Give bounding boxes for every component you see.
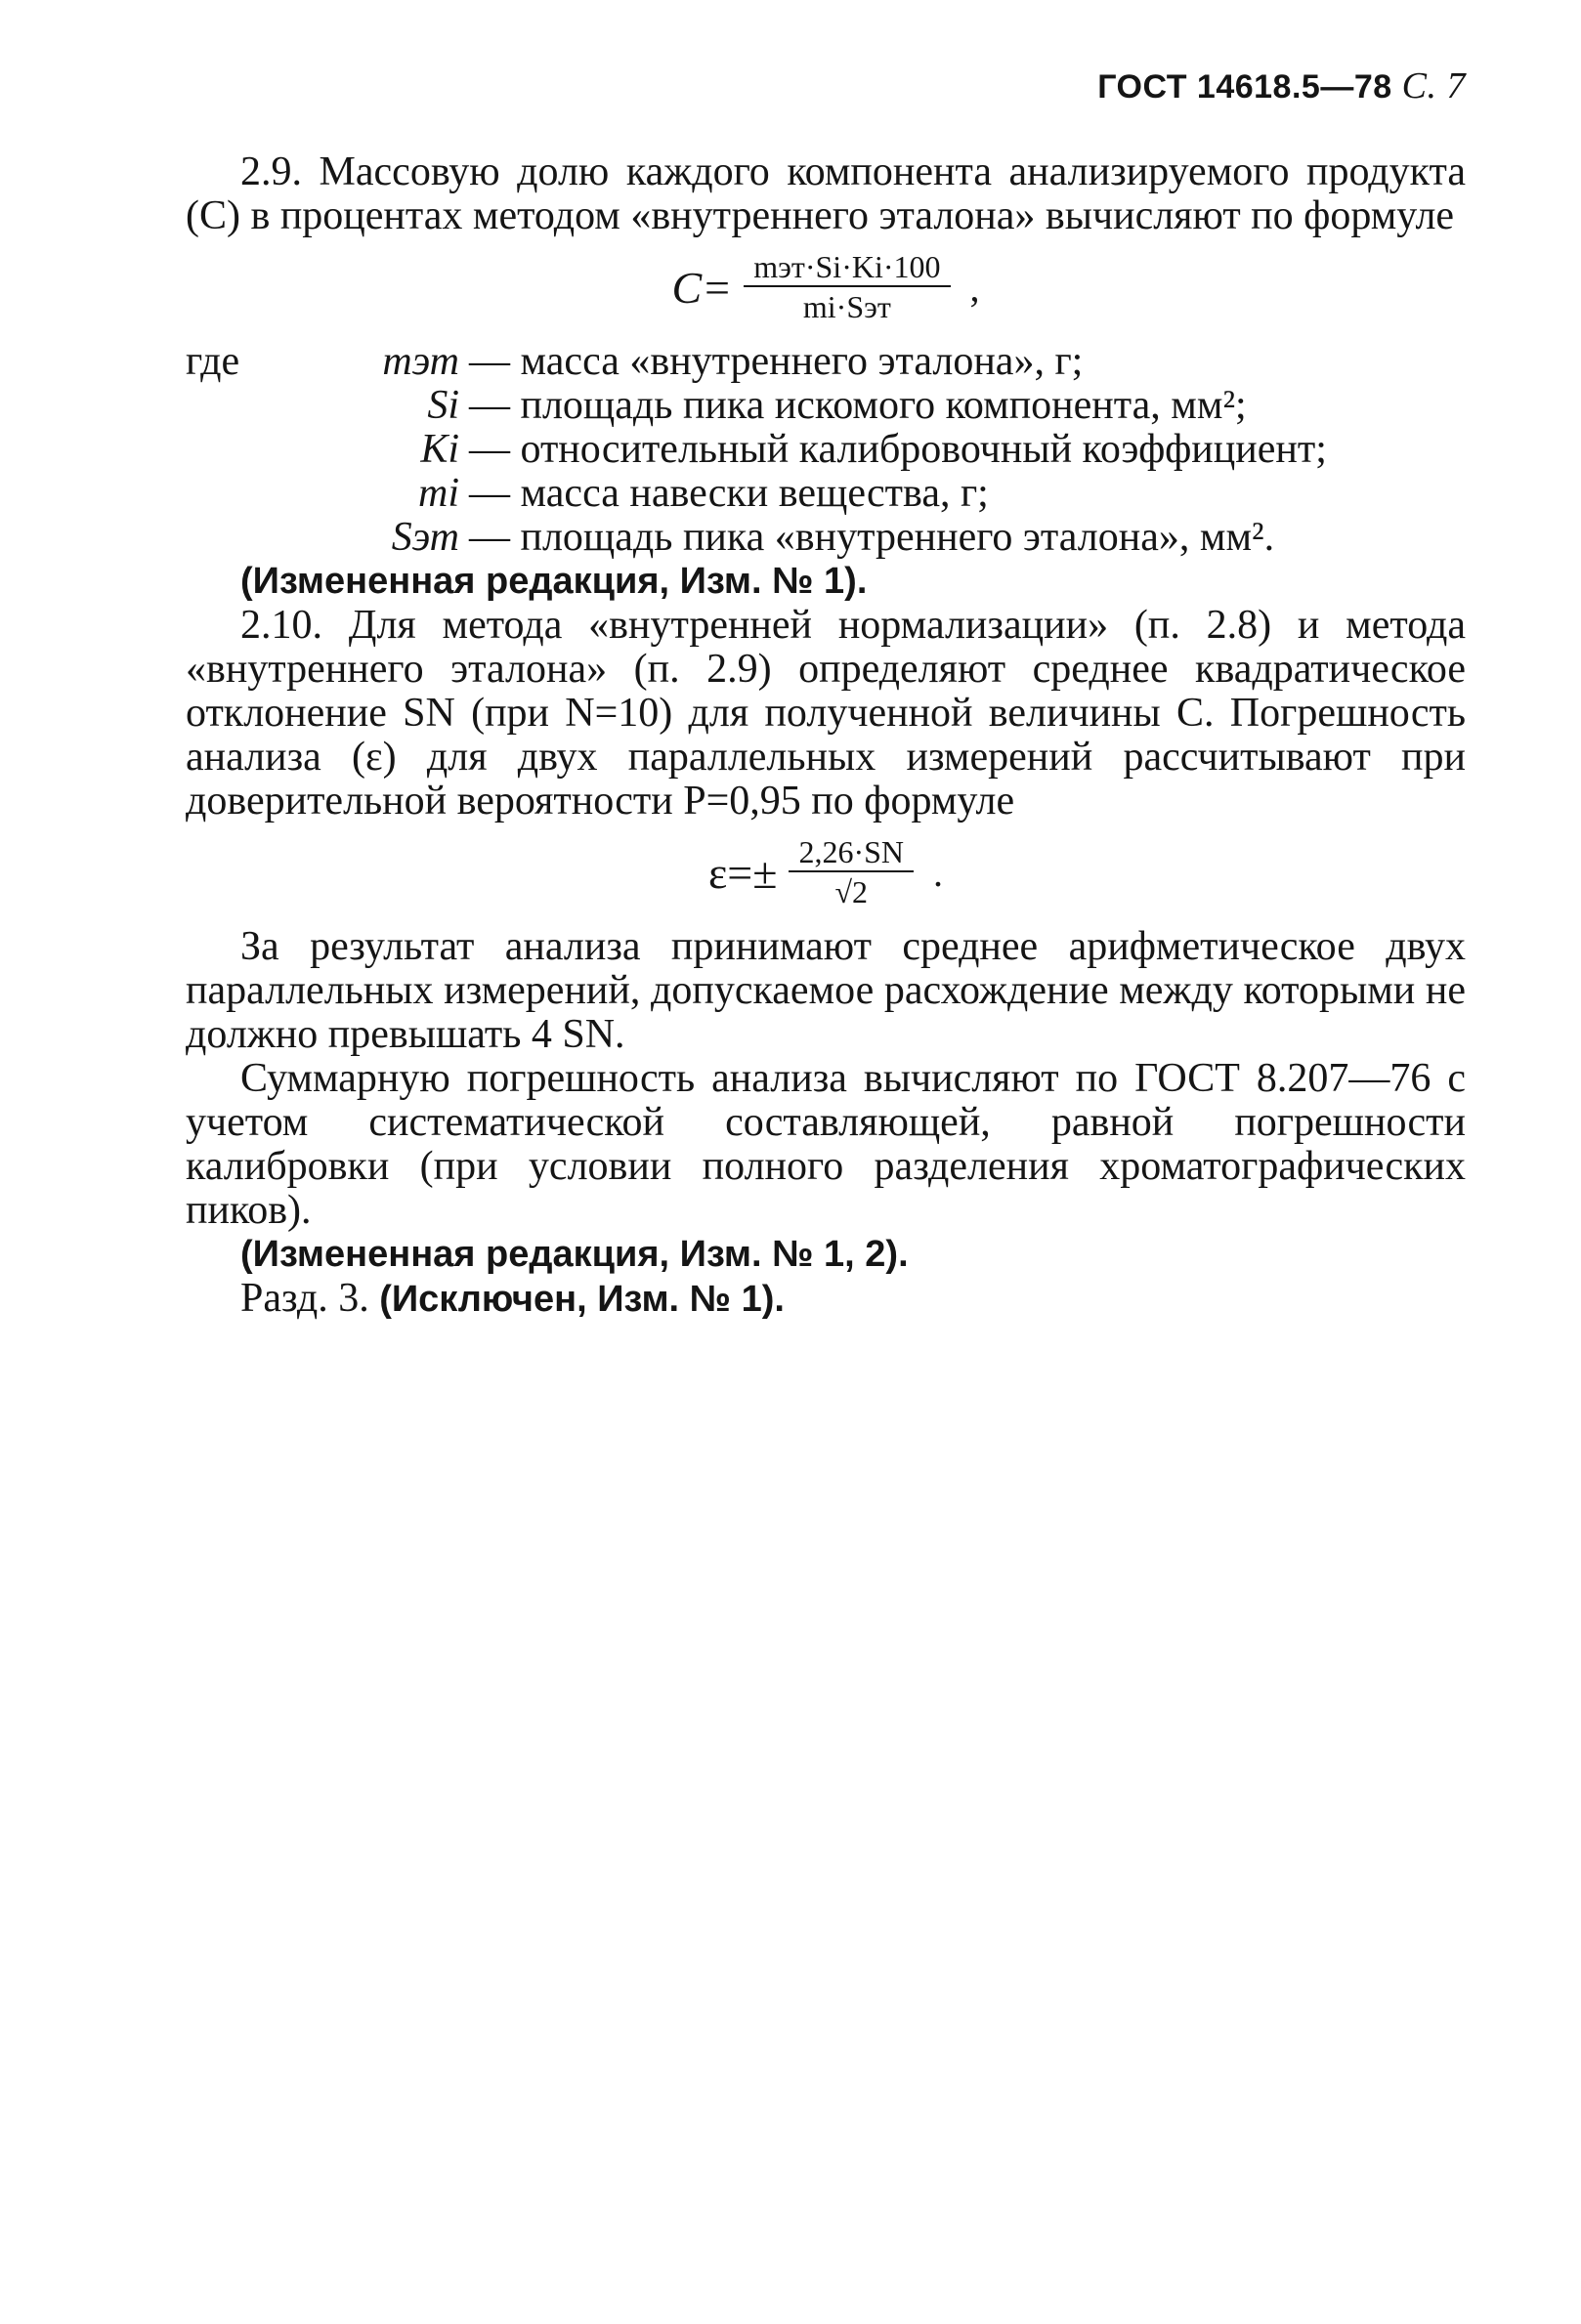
definition-text: — площадь пика «внутреннего эталона», мм². <box>469 515 1275 560</box>
amendment-note: (Измененная редакция, Изм. № 1, 2). <box>240 1234 909 1275</box>
formula-fraction <box>789 835 914 909</box>
definition-row <box>186 428 1466 472</box>
formula-lhs: C= <box>671 262 733 313</box>
definition-text: — масса «внутреннего эталона», г; <box>469 339 1084 384</box>
definition-text: — площадь пика искомого компонента, мм²; <box>469 383 1247 428</box>
section-label: Разд. 3. <box>240 1276 369 1321</box>
definition-row <box>186 340 1466 384</box>
paragraph-2-9: 2.9. Массовую долю каждого компонента анализируемого продукта (C) в процентах методом «внутреннего эталона» вычисляют по формуле <box>186 149 1466 238</box>
formula-numerator: mэт·Si·Ki·100 <box>744 250 950 287</box>
section-excluded-note: (Исключен, Изм. № 1). <box>379 1279 785 1320</box>
formula-fraction <box>744 250 950 324</box>
definition-symbol: Ki <box>420 427 459 472</box>
paragraph-total-error: Суммарную погрешность анализа вычисляют по ГОСТ 8.207—76 с учетом систематической составляющей, равной погрешности калибровки (при условии полного разделения хроматографических пиков). <box>186 1056 1466 1233</box>
formula-punctuation: , <box>969 265 980 310</box>
formula-numerator: 2,26·SN <box>789 835 914 872</box>
formula-mass-fraction <box>186 250 1466 324</box>
definition-symbol: Si <box>427 383 459 428</box>
definition-text: — масса навески вещества, г; <box>469 471 989 516</box>
formula-lhs: ε=± <box>707 847 778 898</box>
formula-denominator: mi·Sэт <box>802 289 891 324</box>
formula-punctuation: . <box>933 850 944 895</box>
paragraph-2-10: 2.10. Для метода «внутренней нормализации» (п. 2.8) и метода «внутреннего эталона» (п. 2.9) определяют среднее квадратическое отклонение SN (при N=10) для полученной величины С. Погрешность анализа (ε) для двух параллельных измерений рассчитывают при доверительной вероятности P=0,95 по формуле <box>186 603 1466 824</box>
definition-symbol: Sэт <box>391 515 459 560</box>
formula-error <box>186 835 1466 909</box>
symbol-definitions <box>186 340 1466 560</box>
definition-row <box>186 516 1466 560</box>
standard-code: ГОСТ 14618.5—78 <box>1097 68 1392 106</box>
definitions-lead: где <box>186 339 240 384</box>
definition-row <box>186 472 1466 516</box>
amendment-note: (Измененная редакция, Изм. № 1). <box>240 561 868 602</box>
definition-text: — относительный калибровочный коэффициент; <box>469 427 1327 472</box>
definition-symbol: mэт <box>382 339 459 384</box>
formula-denominator: √2 <box>834 874 869 909</box>
page-number: С. 7 <box>1401 65 1466 106</box>
definition-symbol: mi <box>418 471 459 516</box>
paragraph-result: За результат анализа принимают среднее арифметическое двух параллельных измерений, допускаемое расхождение между которыми не должно превышать 4 SN. <box>186 924 1466 1057</box>
section-3-note <box>186 1277 1466 1322</box>
page-header <box>1097 64 1466 107</box>
definition-row <box>186 384 1466 428</box>
document-body <box>186 150 1466 1322</box>
